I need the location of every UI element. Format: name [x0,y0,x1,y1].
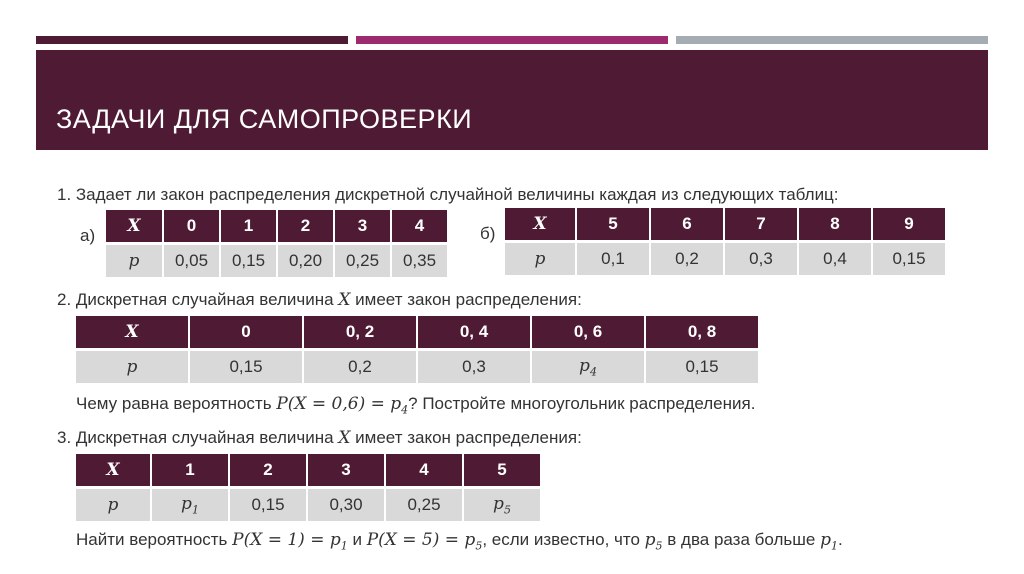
p-symbol: p [579,355,590,376]
table-header-cell: 4 [386,454,464,489]
q2-table [76,316,758,383]
table-header-cell: X [505,208,577,243]
table-header-cell: 7 [725,208,799,243]
accent-bar-magenta [356,36,668,44]
q3-tail: в два раза больше [662,530,821,549]
q3-formula-1-sub: 1 [340,539,348,553]
table-cell: 0,35 [392,245,447,277]
q2-text [57,290,582,310]
table-cell: 0,15 [190,351,304,383]
accent-bar-gray [676,36,988,44]
accent-bar-dark [36,36,348,44]
q3-formula-3 [644,530,663,553]
q3-formula-3-sub: 5 [655,539,663,553]
table-header-cell: 0 [164,210,221,245]
table-header-cell: 0 [190,316,304,351]
p-subscript: 5 [503,503,511,517]
table-header-cell: 1 [221,210,278,245]
q3-formula-4-sub: 1 [830,539,838,553]
table-cell: 0,05 [164,245,221,277]
table-header-cell: 2 [278,210,335,245]
table-cell: 0,2 [304,351,418,383]
q3-formula-4 [820,530,838,553]
table-cell: 0,15 [873,243,945,275]
q3-text [57,428,582,448]
table-header-cell: X [76,454,152,489]
table-header-cell: 3 [308,454,386,489]
q1-table-b [505,208,945,275]
table-cell: p [106,245,164,277]
q1-text: 1. Задает ли закон распределения дискретной случайной величины каждая из следующих таблиц: [57,185,839,204]
table-header-cell: 0, 2 [304,316,418,351]
q3-formula-1-text: P(X = 1) = p [232,530,341,550]
table-cell: 0,2 [651,243,725,275]
q2-formula [276,394,409,417]
q1-table-a [106,210,447,277]
p-symbol: p [181,493,192,514]
table-cell-p4 [532,351,646,383]
table-cell: 0,15 [230,489,308,521]
table-cell: 0,20 [278,245,335,277]
table-cell-p1 [152,489,230,521]
table-cell: 0,15 [221,245,278,277]
table-header-cell: X [76,316,190,351]
table-header-cell: 5 [464,454,540,489]
table-cell: 0,15 [646,351,758,383]
table-header-cell: 9 [873,208,945,243]
title-banner [36,50,988,150]
q1-label-b: б) [480,224,496,243]
q3-formula-2-text: P(X = 5) = p [366,530,476,550]
table-header-cell: 3 [335,210,392,245]
q3-var: X [338,428,351,448]
q2-text-post: имеет закон распределения: [350,290,582,309]
table-cell: 0,25 [335,245,392,277]
q3-text-pre: 3. Дискретная случайная величина [57,428,339,447]
table-header-cell: X [106,210,164,245]
q2-question-pre: Чему равна вероятность [76,394,277,413]
table-header-cell: 6 [651,208,725,243]
page-title: ЗАДАЧИ ДЛЯ САМОПРОВЕРКИ [56,104,473,134]
q2-var: X [338,290,351,310]
table-header-cell: 1 [152,454,230,489]
q3-formula-3-text: p [644,530,656,550]
q3-mid: , если известно, что [482,530,645,549]
table-header-cell: 4 [392,210,447,245]
table-cell: 0,3 [418,351,532,383]
table-cell: 0,30 [308,489,386,521]
table-cell-p5 [464,489,540,521]
table-cell: 0,1 [577,243,651,275]
q3-find-pre: Найти вероятность [76,530,233,549]
q3-table [76,454,540,521]
q3-and: и [347,530,367,549]
table-header-cell: 5 [577,208,651,243]
table-header-cell: 0, 8 [646,316,758,351]
q3-formula-2 [366,530,483,553]
p-symbol: p [493,493,504,514]
table-cell: p [76,489,152,521]
table-cell: p [505,243,577,275]
q3-end: . [837,530,843,549]
table-header-cell: 0, 6 [532,316,646,351]
q2-text-pre: 2. Дискретная случайная величина [57,290,339,309]
q1-label-a: а) [80,226,96,245]
table-header-cell: 8 [799,208,873,243]
table-header-cell: 0, 4 [418,316,532,351]
q2-question-post: ? Постройте многоугольник распределения. [408,394,756,413]
p-subscript: 4 [589,365,597,379]
table-cell: 0,3 [725,243,799,275]
table-cell: 0,25 [386,489,464,521]
q2-question [76,394,755,416]
table-cell: 0,4 [799,243,873,275]
table-cell: p [76,351,190,383]
q3-formula-2-sub: 5 [475,539,483,553]
p-subscript: 1 [191,503,199,517]
q3-text-post: имеет закон распределения: [350,428,582,447]
q3-formula-4-text: p [820,530,831,550]
q3-find [76,530,843,552]
q2-formula-text: P(X = 0,6) = p [276,394,402,414]
table-header-cell: 2 [230,454,308,489]
q2-formula-sub: 4 [401,403,409,417]
q3-formula-1 [232,530,348,553]
